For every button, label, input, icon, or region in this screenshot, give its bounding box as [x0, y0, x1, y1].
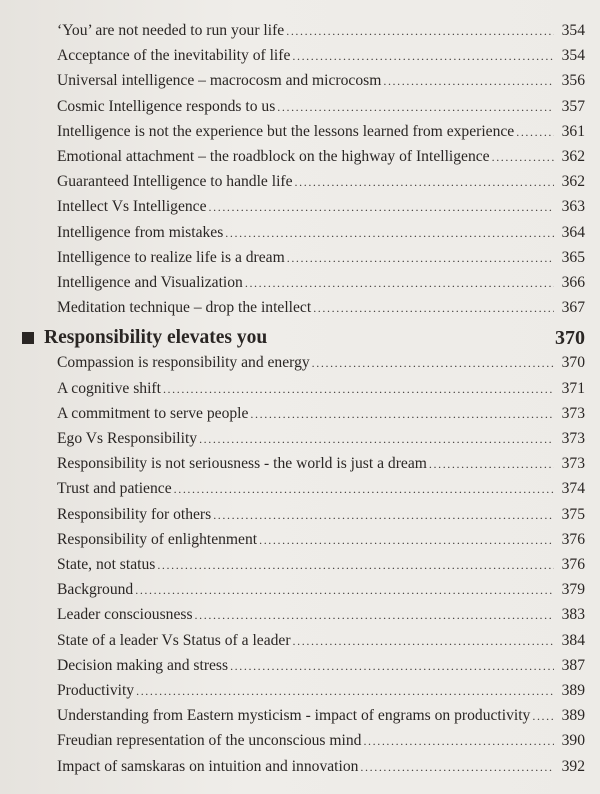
dot-leader — [295, 171, 554, 193]
dot-leader — [135, 579, 554, 601]
toc-entry — [57, 630, 585, 652]
toc-entry-title: Decision making and stress — [57, 656, 229, 674]
toc-entry-page-number: 364 — [561, 223, 585, 241]
dot-leader — [287, 247, 554, 269]
toc-entry — [57, 247, 585, 269]
dot-leader — [532, 705, 554, 727]
toc-entry-title: Intellect Vs Intelligence — [57, 198, 207, 216]
toc-entry-page-number: 384 — [561, 631, 585, 649]
square-bullet-icon — [22, 332, 34, 344]
dot-leader — [363, 730, 554, 752]
toc-entry-page-number: 366 — [561, 274, 585, 291]
toc-entry-page-number: 370 — [561, 354, 585, 372]
toc-entry-title: Intelligence to realize life is a dream — [57, 248, 285, 266]
toc-entry-title: Emotional attachment – the roadblock on the highway of Intelligence — [57, 148, 490, 165]
toc-entry — [57, 756, 585, 778]
dot-leader — [230, 655, 554, 677]
toc-entry-title: Intelligence from mistakes — [57, 223, 224, 241]
toc-entry-title: ‘You’ are not needed to run your life — [57, 22, 285, 39]
dot-leader — [277, 96, 554, 118]
toc-entry — [57, 428, 585, 450]
toc-entry-title: Compassion is responsibility and energy — [57, 354, 310, 372]
toc-entry — [57, 171, 585, 193]
toc-entry — [57, 655, 585, 677]
dot-leader — [245, 272, 554, 294]
toc-entry — [57, 453, 585, 475]
dot-leader — [250, 403, 554, 425]
dot-leader — [213, 504, 554, 526]
dot-leader — [492, 146, 554, 168]
toc-entry — [57, 70, 585, 92]
section-heading — [22, 324, 585, 352]
toc-entry-title: Ego Vs Responsibility — [57, 430, 198, 447]
toc-entry — [57, 96, 585, 118]
toc-entry — [57, 705, 585, 727]
toc-entry-title: Impact of samskaras on intuition and innovation — [57, 757, 359, 775]
dot-leader — [312, 352, 554, 374]
toc-entry-title: Background — [57, 581, 134, 599]
toc-entry — [57, 378, 585, 400]
toc-entry-title: Universal intelligence – macrocosm and microcosm — [57, 72, 382, 90]
toc-entry-page-number: 362 — [561, 173, 585, 191]
dot-leader — [163, 378, 554, 400]
toc-entry — [57, 146, 585, 168]
toc-entry — [57, 196, 585, 218]
toc-entry-page-number: 389 — [561, 707, 585, 725]
toc-entry-title: Responsibility of enlightenment — [57, 530, 258, 548]
toc-entry-page-number: 373 — [561, 430, 585, 447]
toc-entry-page-number: 375 — [561, 505, 585, 523]
toc-entry-page-number: 374 — [561, 480, 585, 498]
toc-entry-page-number: 361 — [561, 122, 585, 140]
toc-entry-title: Freudian representation of the unconscious mind — [57, 732, 362, 750]
dot-leader — [286, 20, 554, 42]
toc-entry-title: Understanding from Eastern mysticism - impact of engrams on productivity — [57, 707, 531, 725]
toc-entry-title: Acceptance of the inevitability of life — [57, 47, 291, 65]
toc-entry-page-number: 356 — [561, 72, 585, 90]
toc-entry-title: Intelligence is not the experience but the lessons learned from experience — [57, 122, 515, 140]
toc-entry-page-number: 383 — [561, 606, 585, 624]
toc-entry-page-number: 390 — [561, 732, 585, 750]
toc-entry-title: Intelligence and Visualization — [57, 274, 243, 291]
dot-leader — [195, 604, 554, 626]
dot-leader — [360, 756, 554, 778]
toc-entry-page-number: 379 — [561, 581, 585, 599]
dot-leader — [293, 630, 554, 652]
toc-entry — [57, 403, 585, 425]
toc-entry-title: Productivity — [57, 682, 135, 699]
toc-entry-page-number: 354 — [561, 22, 585, 39]
toc-entry — [57, 680, 585, 702]
toc-entry-title: Guaranteed Intelligence to handle life — [57, 173, 293, 191]
toc-entry-title: Trust and patience — [57, 480, 172, 498]
toc-entry-title: A cognitive shift — [57, 379, 161, 397]
toc-entry — [57, 272, 585, 294]
toc-entry-page-number: 357 — [561, 97, 585, 115]
dot-leader — [136, 680, 554, 702]
toc-entry-title: Leader consciousness — [57, 606, 193, 624]
dot-leader — [313, 297, 554, 319]
toc-entry-page-number: 389 — [561, 682, 585, 699]
toc-entry-title: Meditation technique – drop the intellect — [57, 299, 312, 317]
toc-entry — [57, 297, 585, 319]
toc-entry-page-number: 376 — [561, 530, 585, 548]
dot-leader — [516, 121, 554, 143]
dot-leader — [429, 453, 554, 475]
dot-leader — [292, 45, 554, 67]
section-page-number: 370 — [555, 326, 585, 349]
dot-leader — [383, 70, 554, 92]
toc-entry-page-number: 365 — [561, 248, 585, 266]
dot-leader — [174, 478, 554, 500]
dot-leader — [209, 196, 554, 218]
toc-entry — [57, 504, 585, 526]
dot-leader — [259, 529, 554, 551]
dot-leader — [157, 554, 554, 576]
toc-entry-page-number: 367 — [561, 299, 585, 317]
toc-entry-page-number: 376 — [561, 556, 585, 573]
dot-leader — [225, 222, 554, 244]
dot-leader — [199, 428, 554, 450]
toc-entry — [57, 222, 585, 244]
toc-entry — [57, 554, 585, 576]
toc-entry-title: Cosmic Intelligence responds to us — [57, 97, 276, 115]
toc-entry-title: State, not status — [57, 556, 156, 573]
toc-entry — [57, 579, 585, 601]
toc-entry — [57, 604, 585, 626]
toc-entry-page-number: 392 — [561, 757, 585, 775]
toc-entry-page-number: 354 — [561, 47, 585, 65]
toc-entry — [57, 352, 585, 374]
toc-entry-page-number: 373 — [561, 404, 585, 422]
toc-entry-title: State of a leader Vs Status of a leader — [57, 631, 291, 649]
toc-entry-page-number: 371 — [561, 379, 585, 397]
toc-entry — [57, 121, 585, 143]
toc-entry — [57, 730, 585, 752]
toc-entry-page-number: 362 — [561, 148, 585, 165]
toc-entry-title: A commitment to serve people — [57, 404, 249, 422]
toc-entry — [57, 20, 585, 42]
toc-entry-title: Responsibility for others — [57, 505, 212, 523]
toc-entry-page-number: 373 — [561, 455, 585, 473]
toc-entry — [57, 529, 585, 551]
toc-entry-page-number: 387 — [561, 656, 585, 674]
toc-entry-page-number: 363 — [561, 198, 585, 216]
toc-entry — [57, 45, 585, 67]
section-title: Responsibility elevates you — [44, 327, 268, 349]
toc-entry — [57, 478, 585, 500]
toc-entry-title: Responsibility is not seriousness - the world is just a dream — [57, 455, 427, 473]
